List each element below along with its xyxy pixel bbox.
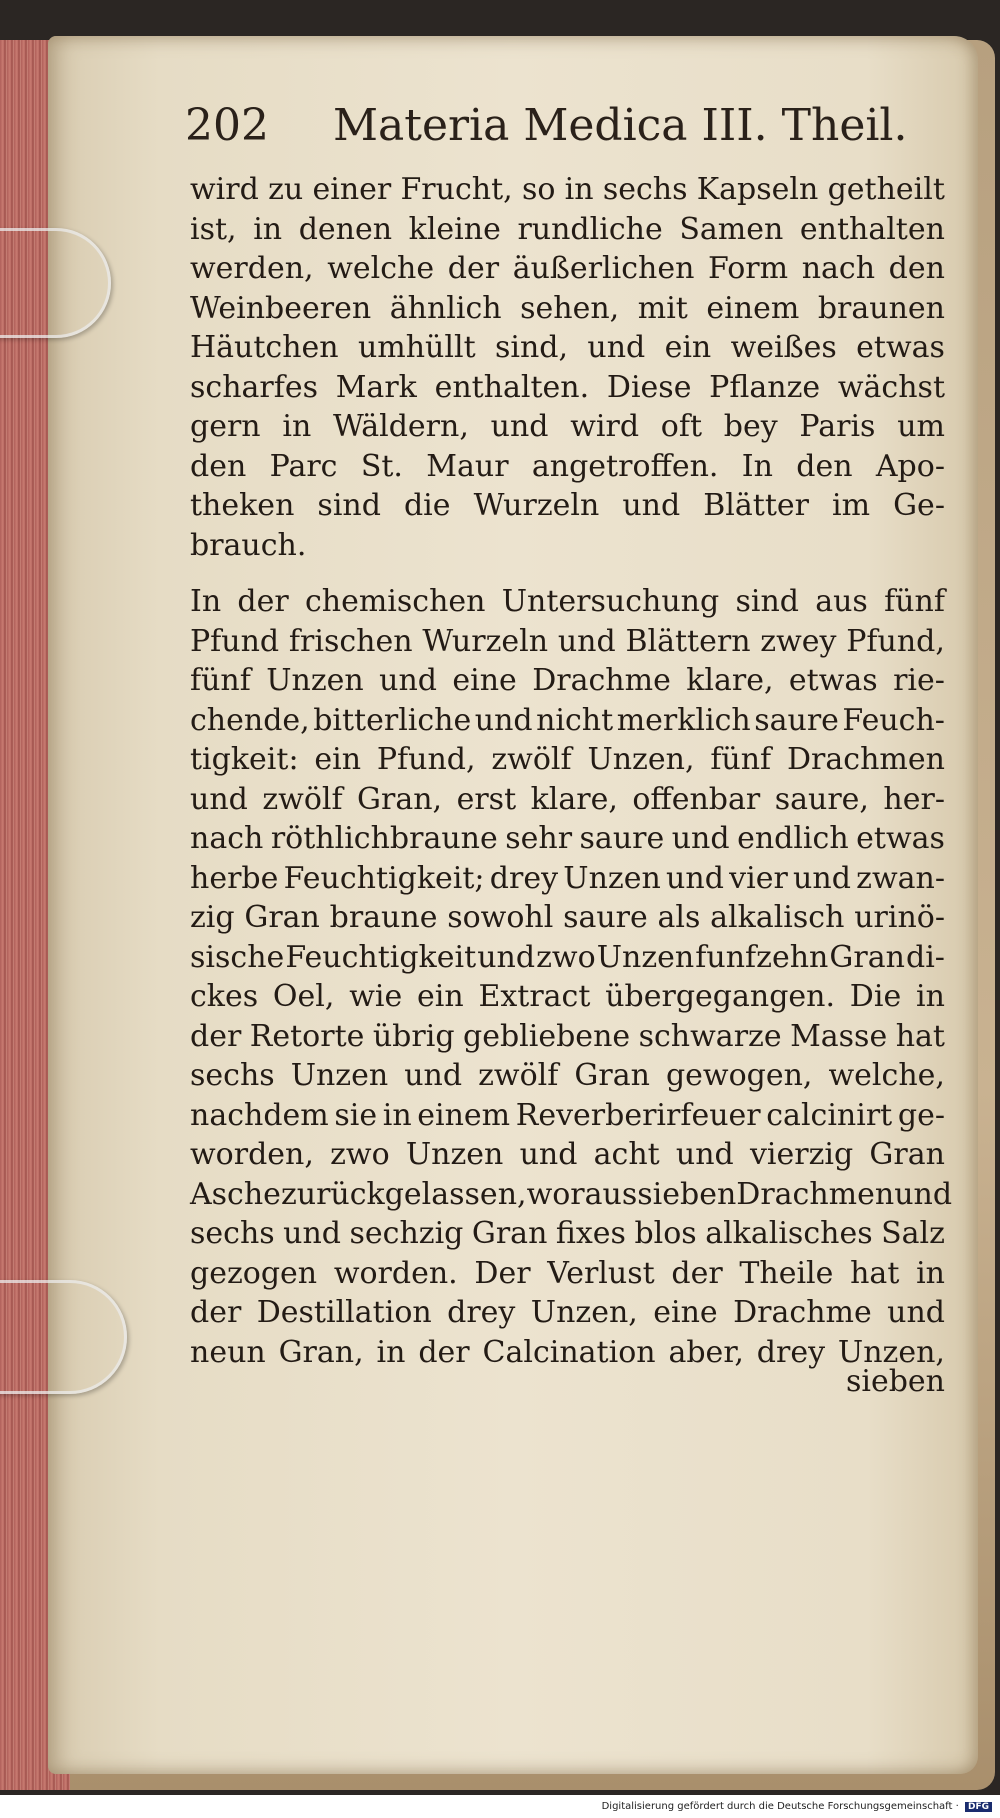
text-line: sische Feuchtigkeit und zwo Unzen funfzehn Gran di- — [190, 939, 945, 975]
footer-credit: Digitalisierung gefördert durch die Deutsche Forschungsgemeinschaft · — [601, 1801, 959, 1812]
text-line: der Destillation drey Unzen, eine Drachme und — [190, 1295, 945, 1330]
text-line: Asche zurückgelassen, woraus sieben Drachmen und — [190, 1176, 953, 1212]
text-line: nach röthlichbraune sehr saure und endlich etwas — [190, 821, 945, 856]
text-line: gezogen worden. Der Verlust der Theile hat in — [190, 1255, 945, 1291]
paragraph-1 — [190, 170, 945, 565]
text-line: gern in Wäldern, und wird oft bey Paris um — [190, 409, 945, 444]
paragraph-2 — [190, 582, 953, 1372]
text-line: tigkeit: ein Pfund, zwölf Unzen, fünf Drachmen — [190, 742, 945, 777]
text-line: scharfes Mark enthalten. Diese Pflanze wächst — [190, 369, 945, 405]
text-line: den Parc St. Maur angetroffen. In den Apo- — [190, 448, 945, 484]
page-number: 202 — [185, 100, 269, 151]
text-line: fünf Unzen und eine Drachme klare, etwas rie- — [190, 663, 945, 698]
text-line: In der chemischen Untersuchung sind aus fünf — [190, 584, 945, 619]
text-line: Pfund frischen Wurzeln und Blättern zwey Pfund, — [190, 623, 945, 659]
text-line: zig Gran braune sowohl saure als alkalisch urinö- — [190, 900, 945, 935]
text-line: werden, welche der äußerlichen Form nach den — [190, 251, 945, 286]
text-line: nachdem sie in einem Reverberirfeuer calcinirt ge- — [190, 1097, 945, 1133]
text-line: sechs Unzen und zwölf Gran gewogen, welche, — [190, 1058, 945, 1093]
digitization-footer — [602, 1801, 992, 1812]
paper-clip-top — [0, 228, 111, 338]
text-line: ist, in denen kleine rundliche Samen enthalten — [190, 211, 945, 247]
dfg-logo: DFG — [965, 1802, 992, 1812]
catchword-line — [190, 1362, 945, 1402]
text-line: und zwölf Gran, erst klare, offenbar saure, her- — [190, 781, 945, 817]
text-line: neun Gran, in der Calcination aber, drey Unzen, — [190, 1334, 945, 1370]
text-line: brauch. — [190, 527, 307, 563]
text-line: Weinbeeren ähnlich sehen, mit einem braunen — [190, 290, 945, 326]
text-line: herbe Feuchtigkeit; drey Unzen und vier und zwan- — [190, 860, 945, 896]
text-line: theken sind die Wurzeln und Blätter im Ge- — [190, 488, 945, 523]
text-line: chende, bitterliche und nicht merklich saure Feuch- — [190, 702, 945, 738]
text-line: ckes Oel, wie ein Extract übergegangen. Die in — [190, 979, 945, 1014]
running-title: Materia Medica III. Theil. — [333, 100, 908, 151]
text-line: der Retorte übrig gebliebene schwarze Masse hat — [190, 1018, 945, 1054]
catchword: sieben — [845, 1364, 945, 1399]
text-line: Häutchen umhüllt sind, und ein weißes etwas — [190, 330, 945, 365]
text-line: sechs und sechzig Gran fixes blos alkalisches Salz — [190, 1216, 945, 1251]
text-line: wird zu einer Frucht, so in sechs Kapseln getheilt — [190, 172, 945, 207]
text-line: worden, zwo Unzen und acht und vierzig Gran — [190, 1137, 945, 1172]
paper-clip-bottom — [0, 1280, 127, 1394]
page-header — [185, 100, 908, 160]
